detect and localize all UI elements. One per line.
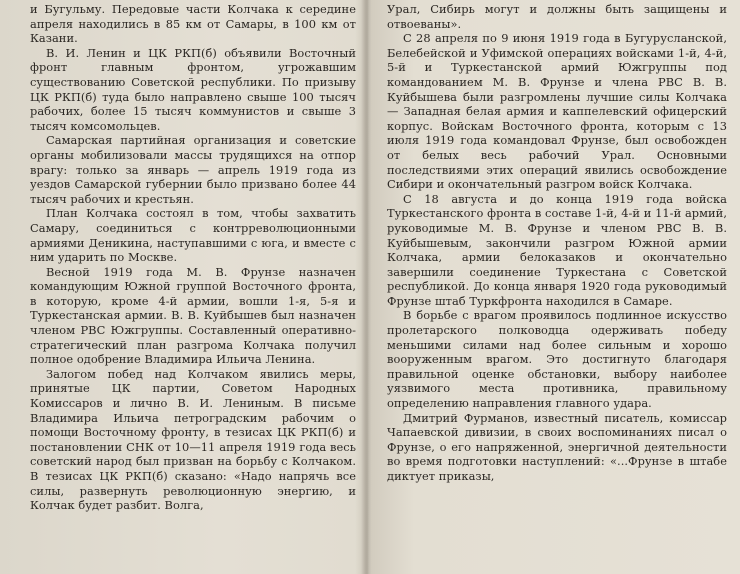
- page-fold: [361, 0, 369, 574]
- paragraph: В борьбе с врагом проявилось подлинное искусство пролетарского полководца одерживать победу меньшими силами над более сильным и хорошо вооруженным врагом. Это достигнуто благодаря правильной оценке обстановки, выбору наиболее уязвимого места противника, правильному определению направления главного удара.: [387, 308, 727, 411]
- paragraph: С 18 августа и до конца 1919 года войска Туркестанского фронта в составе 1-й, 4-й и 11-й армий, руководимые М. В. Фрунзе и членом РВС В. В. Куйбышевым, закончили разгром Южной армии Колчака, армии белоказаков и окончательно завершили соединение Туркестана с Советской республикой. До конца января 1920 года руководимый Фрунзе штаб Туркфронта находился в Самаре.: [387, 191, 727, 308]
- paragraph: и Бугульму. Передовые части Колчака к середине апреля находились в 85 км от Самары, в 100 км от Казани.: [30, 2, 356, 46]
- paragraph: Урал, Сибирь могут и должны быть защищены и отвоеваны».: [387, 2, 727, 31]
- paragraph: План Колчака состоял в том, чтобы захватить Самару, соединиться с контрреволюционными армиями Деникина, наступавшими с юга, и вместе с ним ударить по Москве.: [30, 206, 356, 265]
- left-page: [30, 0, 356, 574]
- paragraph: С 28 апреля по 9 июня 1919 года в Бугурусланской, Белебейской и Уфимской операциях войсками 1-й, 4-й, 5-й и Туркестанской армий Южгруппы под командованием М. В. Фрунзе и члена РВС В. В. Куйбышева были разгромлены лучшие силы Колчака — Западная белая армия и каппелевский офицерский корпус. Войскам Восточного фронта, которым с 13 июля 1919 года командовал Фрунзе, был освобожден от белых весь рабочий Урал. Основными последствиями этих операций явились освобождение Сибири и окончательный разгром войск Колчака.: [387, 31, 727, 192]
- paragraph: В. И. Ленин и ЦК РКП(б) объявили Восточный фронт главным фронтом, угрожавшим существованию Советской республики. По призыву ЦК РКП(б) туда было направлено свыше 100 тысяч рабочих, более 15 тысяч коммунистов и свыше 3 тысяч комсомольцев.: [30, 45, 356, 133]
- paragraph: Самарская партийная организация и советские органы мобилизовали массы трудящихся на отпор врагу: только за январь — апрель 1919 года из уездов Самарской губернии было призвано более 44 тысяч рабочих и крестьян.: [30, 133, 356, 206]
- paragraph: Залогом побед над Колчаком явились меры, принятые ЦК партии, Советом Народных Комиссаров и лично В. И. Лениным. В письме Владимира Ильича петроградским рабочим о помощи Восточному фронту, в тезисах ЦК РКП(б) и постановлении СНК от 10—11 апреля 1919 года весь советский народ был призван на борьбу с Колчаком. В тезисах ЦК РКП(б) сказано: «Надо напрячь все силы, развернуть революционную энергию, и Колчак будет разбит. Волга,: [30, 366, 356, 513]
- right-page: [387, 0, 727, 574]
- paragraph: Дмитрий Фурманов, известный писатель, комиссар Чапаевской дивизии, в своих воспоминаниях писал о Фрунзе, о его напряженной, энергичной деятельности во время подготовки наступлений: «...Фрунзе в штабе диктует приказы,: [387, 410, 727, 483]
- paragraph: Весной 1919 года М. В. Фрунзе назначен командующим Южной группой Восточного фронта, в которую, кроме 4-й армии, вошли 1-я, 5-я и Туркестанская армии. В. В. Куйбышев был назначен членом РВС Южгруппы. Составленный оперативно-стратегический план разгрома Колчака получил полное одобрение Владимира Ильича Ленина.: [30, 264, 356, 367]
